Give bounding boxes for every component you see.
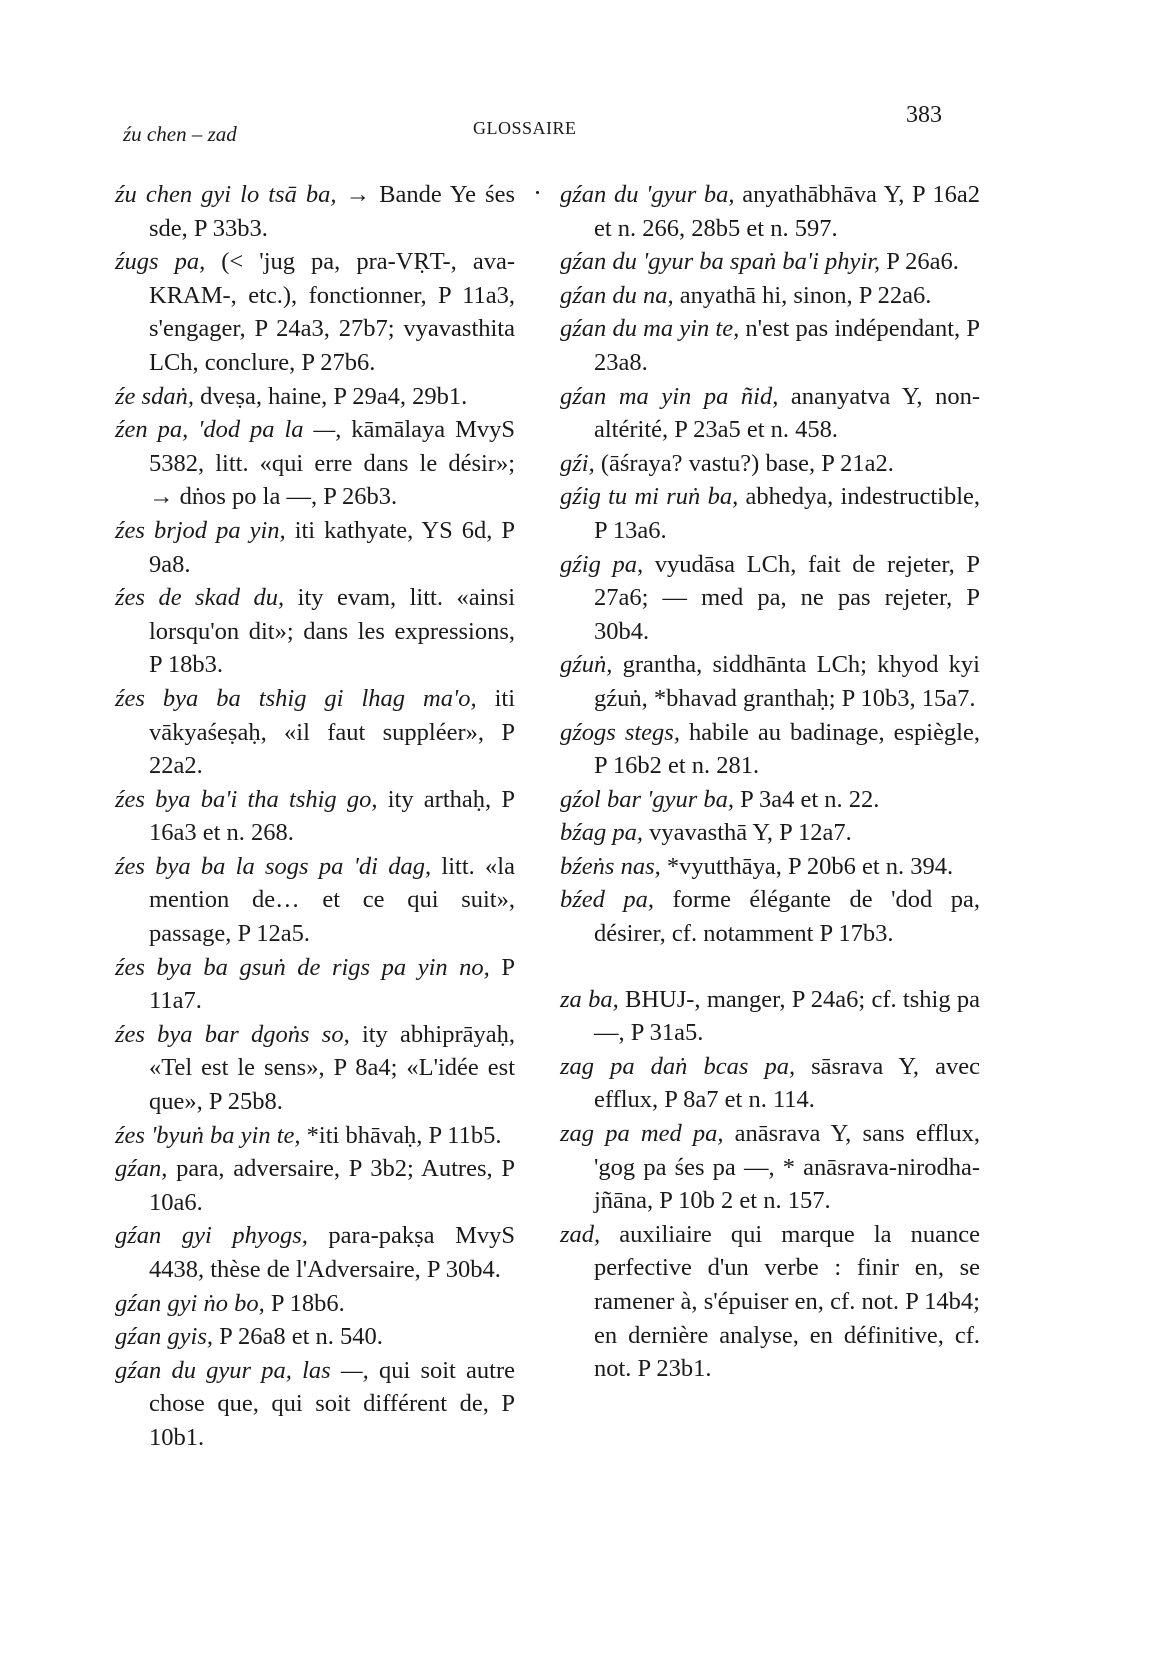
glossary-entry xyxy=(115,413,515,514)
entry-term: źes bya ba la sogs pa 'di dag, xyxy=(115,852,432,880)
glossary-entry xyxy=(115,682,515,783)
entry-definition: forme élégante de 'dod pa, désirer, cf. notamment P 17b3. xyxy=(594,886,980,948)
entry-definition: anyathābhāva Y, P 16a2 et n. 266, 28b5 et n. 597. xyxy=(594,181,980,242)
entry-term: źes bya bar dgoṅs so, xyxy=(115,1020,350,1048)
entry-definition: sāsrava Y, avec efflux, P 8a7 et n. 114. xyxy=(594,1052,980,1114)
entry-term: gźan gyis, xyxy=(115,1323,213,1351)
glossary-entry xyxy=(115,1119,515,1153)
entry-definition: (āśraya? vastu?) base, P 21a2. xyxy=(594,449,894,477)
entry-definition: ity evam, litt. «ainsi lorsqu'on dit»; dans les expressions, P 18b3. xyxy=(149,584,515,679)
entry-term: gźan ma yin pa ñid, xyxy=(560,382,779,410)
right-column-bottom xyxy=(560,983,980,1386)
glossary-entry xyxy=(560,648,980,715)
glossary-entry xyxy=(560,816,980,850)
entry-term: gźan du na, xyxy=(560,281,674,309)
entry-term: gźan du 'gyur ba spaṅ ba'i phyir, xyxy=(560,248,881,276)
entry-definition: vyavasthā Y, P 12a7. xyxy=(643,819,852,847)
running-title: źu chen – zad xyxy=(123,122,237,146)
glossary-entry xyxy=(115,1152,515,1219)
entry-definition: P 18b6. xyxy=(264,1289,345,1317)
margin-dot xyxy=(536,191,539,194)
entry-definition: vyudāsa LCh, fait de rejeter, P 27a6; — med pa, ne pas rejeter, P 30b4. xyxy=(594,550,980,645)
glossary-entry xyxy=(115,1219,515,1286)
entry-definition: litt. «la mention de… et ce qui suit», passage, P 12a5. xyxy=(149,852,515,948)
entry-definition: P 3a4 et n. 22. xyxy=(734,785,880,813)
entry-term: źes bya ba tshig gi lhag ma'o, xyxy=(115,684,477,712)
glossary-entry xyxy=(560,783,980,817)
glossary-entry xyxy=(115,1354,515,1455)
entry-definition: n'est pas indépendant, P 23a8. xyxy=(594,315,980,376)
entry-definition: habile au badinage, espiègle, P 16b2 et n. 281. xyxy=(594,718,980,780)
entry-term: bźeṅs nas, xyxy=(560,852,661,880)
entry-term: źes 'byuṅ ba yin te, xyxy=(115,1121,301,1149)
entry-definition: auxiliaire qui marque la nuance perfective d'un verbe : finir en, se ramener à, s'épuiser en, cf. not. P 14b4; en dernière analyse, en définitive, cf. not. P 23b1. xyxy=(594,1220,980,1383)
entry-term: gźan du gyur pa, las —, xyxy=(115,1356,369,1384)
right-column xyxy=(560,178,980,1386)
glossary-entry xyxy=(560,850,980,884)
glossary-entry xyxy=(115,514,515,581)
glossary-entry xyxy=(115,1287,515,1321)
entry-term: gźi, xyxy=(560,449,595,477)
entry-term: gźan du 'gyur ba, xyxy=(560,181,735,208)
entry-definition: (< 'jug pa, pra-VṚT-, ava-KRAM-, etc.), fonctionner, P 11a3, s'engager, P 24a3, 27b7; vyavasthita LCh, conclure, P 27b6. xyxy=(149,248,515,376)
entry-definition: ity abhiprāyaḥ, «Tel est le sens», P 8a4; «L'idée est que», P 25b8. xyxy=(149,1020,516,1116)
entry-term: źugs pa, xyxy=(115,248,206,276)
entry-definition: iti vākyaśeṣaḥ, «il faut suppléer», P 22a2. xyxy=(149,684,516,780)
glossary-entry xyxy=(115,380,515,414)
entry-term: źen pa, 'dod pa la —, xyxy=(115,416,342,444)
glossary-entry xyxy=(115,1018,515,1119)
entry-definition: para, adversaire, P 3b2; Autres, P 10a6. xyxy=(149,1155,515,1216)
entry-definition: P 26a6. xyxy=(880,248,959,276)
entry-definition: *iti bhāvaḥ, P 11b5. xyxy=(300,1121,502,1149)
entry-term: źu chen gyi lo tsā ba, xyxy=(115,181,337,208)
entry-definition: BHUJ-, manger, P 24a6; cf. tshig pa —, P 31a5. xyxy=(594,985,980,1047)
entry-definition: dveṣa, haine, P 29a4, 29b1. xyxy=(193,382,468,410)
page-number: 383 xyxy=(906,102,942,128)
entry-term: zag pa med pa, xyxy=(560,1120,724,1148)
glossary-entry xyxy=(560,447,980,481)
entry-term: bźag pa, xyxy=(560,819,644,847)
entry-term: gźogs stegs, xyxy=(560,718,680,746)
entry-definition: abhedya, indestructible, P 13a6. xyxy=(594,483,980,544)
glossary-entry xyxy=(115,1320,515,1354)
glossary-entry xyxy=(560,245,980,279)
entry-term: źes bya ba gsuṅ de rigs pa yin no, xyxy=(115,953,490,981)
entry-definition: anyathā hi, sinon, P 22a6. xyxy=(673,281,932,309)
entry-term: zad, xyxy=(560,1220,601,1248)
entry-term: gźan, xyxy=(115,1155,168,1183)
section-title: GLOSSAIRE xyxy=(473,118,577,138)
entry-term: bźed pa, xyxy=(560,886,654,914)
left-column xyxy=(115,178,515,1455)
entry-definition: qui soit autre chose que, qui soit différent de, P 10b1. xyxy=(149,1356,515,1451)
entry-definition: ananyatva Y, non-altérité, P 23a5 et n. 458. xyxy=(594,382,980,444)
entry-definition: kāmālaya MvyS 5382, litt. «qui erre dans le désir»; → dṅos po la —, P 26b3. xyxy=(149,416,515,511)
section-gap xyxy=(560,951,980,983)
entry-term: za ba, xyxy=(560,985,619,1013)
entry-definition: → Bande Ye śes sde, P 33b3. xyxy=(149,181,515,242)
entry-term: gźan gyi ṅo bo, xyxy=(115,1289,265,1317)
entry-definition: grantha, siddhānta LCh; khyod kyi gźuṅ, *bhavad granthaḥ; P 10b3, 15a7. xyxy=(594,651,980,712)
entry-definition: P 11a7. xyxy=(149,953,515,1015)
glossary-entry xyxy=(560,883,980,950)
entry-definition: iti kathyate, YS 6d, P 9a8. xyxy=(149,516,515,578)
entry-term: źes bya ba'i tha tshig go, xyxy=(115,785,378,813)
entry-term: źes de skad du, xyxy=(115,584,285,612)
entry-definition: P 26a8 et n. 540. xyxy=(213,1323,383,1351)
glossary-entry xyxy=(115,581,515,682)
entry-term: źes brjod pa yin, xyxy=(115,516,286,544)
entry-term: gźan gyi phyogs, xyxy=(115,1222,308,1250)
glossary-entry xyxy=(115,178,515,245)
entry-term: gźan du ma yin te, xyxy=(560,315,740,343)
glossary-entry xyxy=(560,480,980,547)
glossary-entry xyxy=(560,279,980,313)
entry-term: źe sdaṅ, xyxy=(115,382,194,410)
right-column-top xyxy=(560,178,980,951)
glossary-entry xyxy=(115,245,515,379)
entry-term: zag pa daṅ bcas pa, xyxy=(560,1052,796,1080)
entry-definition: ity arthaḥ, P 16a3 et n. 268. xyxy=(149,785,515,847)
glossary-entry xyxy=(115,850,515,951)
entry-term: gźuṅ, xyxy=(560,651,613,679)
glossary-entry xyxy=(560,178,980,245)
entry-term: gźig tu mi ruṅ ba, xyxy=(560,483,739,511)
glossary-entry xyxy=(560,548,980,649)
entry-term: gźig pa, xyxy=(560,550,644,578)
glossary-entry xyxy=(115,951,515,1018)
glossary-entry xyxy=(560,983,980,1050)
glossary-entry xyxy=(560,1050,980,1117)
entry-definition: anāsrava Y, sans efflux, 'gog pa śes pa —, * anāsrava-nirodha-jñāna, P 10b 2 et n. 157. xyxy=(594,1120,980,1215)
glossary-entry xyxy=(560,312,980,379)
glossary-entry xyxy=(560,716,980,783)
entry-definition: para-pakṣa MvyS 4438, thèse de l'Adversaire, P 30b4. xyxy=(149,1222,516,1283)
glossary-entry xyxy=(115,783,515,850)
entry-term: gźol bar 'gyur ba, xyxy=(560,785,735,813)
entry-definition: *vyutthāya, P 20b6 et n. 394. xyxy=(660,852,954,880)
glossary-entry xyxy=(560,1117,980,1218)
glossary-entry xyxy=(560,1218,980,1386)
glossary-entry xyxy=(560,380,980,447)
